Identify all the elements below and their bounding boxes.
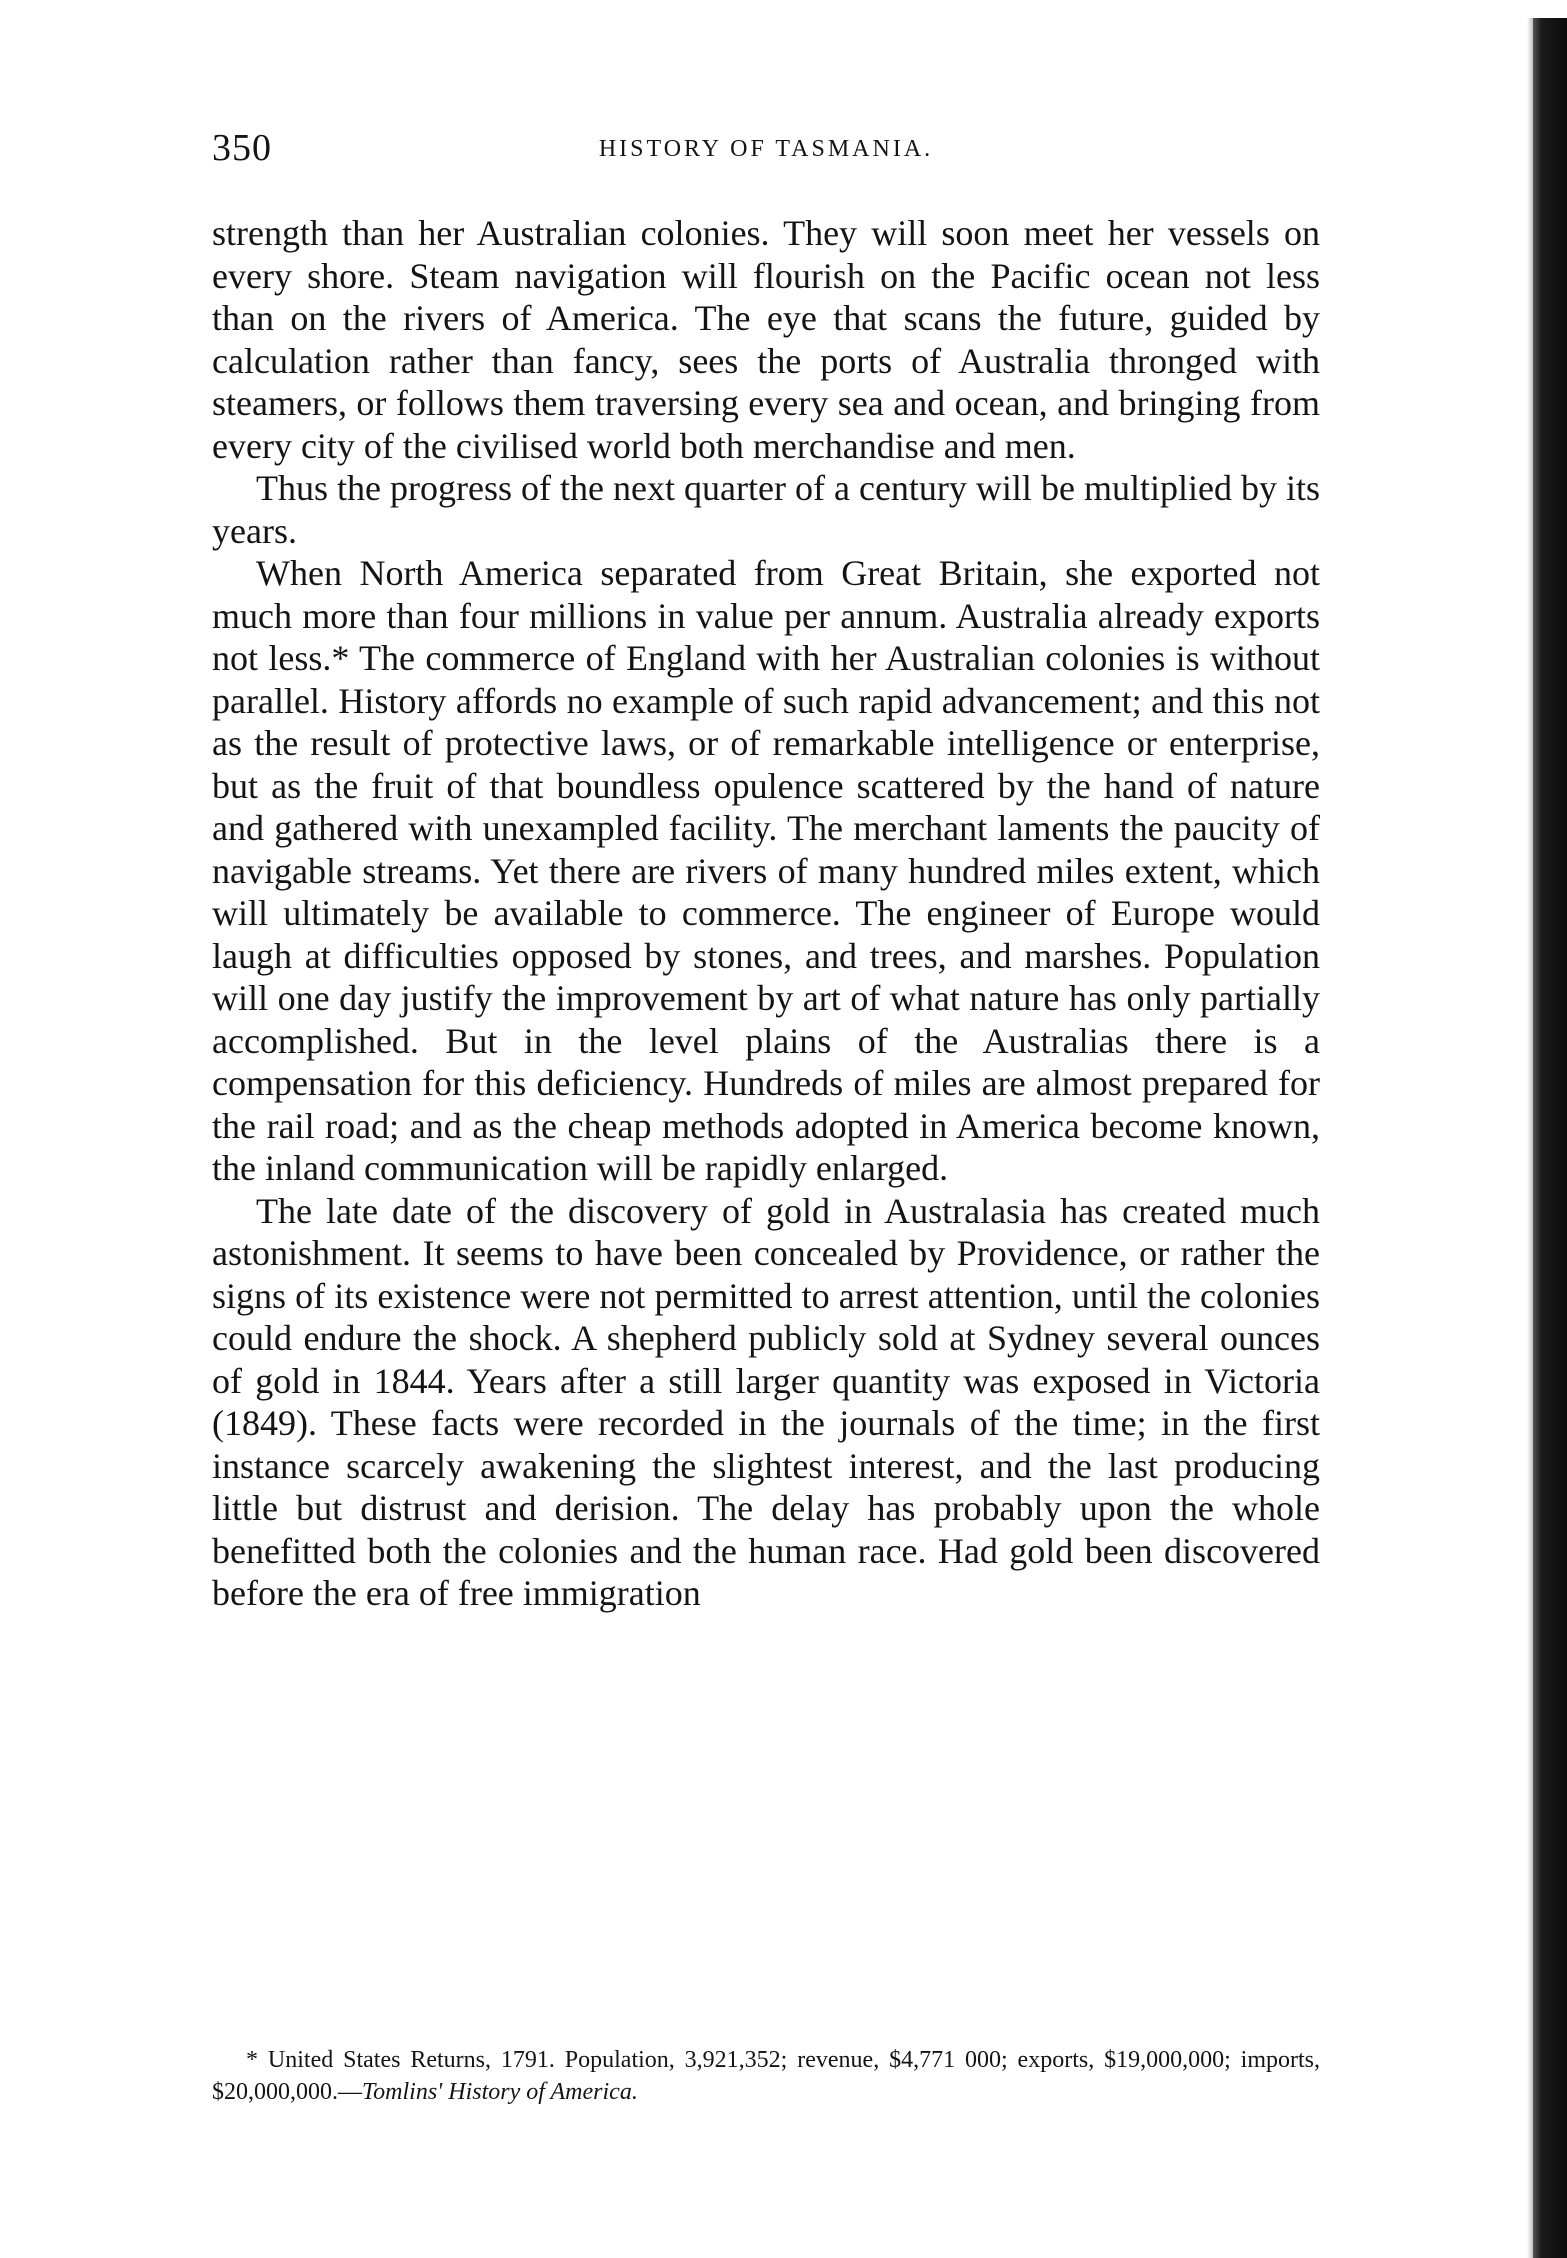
footnote-text (212, 2044, 1320, 2108)
footnote-body: * United States Returns, 1791. Population, 3,921,352; revenue, $4,771 000; exports, $19,000,000; imports, $20,000,000.— (212, 2047, 1320, 2105)
paragraph: The late date of the discovery of gold in Australasia has created much astonishment. It seems to have been concealed by Providence, or rather the signs of its existence were not permitted to arrest attention, until the colonies could endure the shock. A shepherd publicly sold at Sydney several ounces of gold in 1844. Years after a still larger quantity was exposed in Victoria (1849). These facts were recorded in the journals of the time; in the first instance scarcely awakening the slightest interest, and the last producing little but distrust and derision. The delay has probably upon the whole benefitted both the colonies and the human race. Had gold been discovered before the era of free immigration (212, 1190, 1320, 1613)
book-spine (1533, 18, 1567, 2258)
paragraph: When North America separated from Great Britain, she exported not much more than four millions in value per annum. Australia already exports not less.* The commerce of England with her Australian colonies is without parallel. History affords no example of such rapid advancement; and this not as the result of protective laws, or of remarkable intelligence or enterprise, but as the fruit of that boundless opulence scattered by the hand of nature and gathered with unexampled facility. The merchant laments the paucity of navigable streams. Yet there are rivers of many hundred miles extent, which will ultimately be available to commerce. The engineer of Europe would laugh at difficulties opposed by stones, and trees, and marshes. Population will one day justify the improvement by art of what nature has only partially accomplished. But in the level plains of the Australias there is a compensation for this deficiency. Hundreds of miles are almost prepared for the rail road; and as the cheap methods adopted in America become known, the inland communication will be rapidly enlarged. (212, 553, 1320, 1188)
page-header (212, 126, 1320, 186)
paragraph: Thus the progress of the next quarter of a century will be multiplied by its years. (212, 468, 1320, 551)
running-title: HISTORY OF TASMANIA. (598, 136, 934, 162)
body-text (212, 212, 1320, 1615)
page-number: 350 (212, 127, 272, 169)
paragraph: strength than her Australian colonies. They will soon meet her vessels on every shore. Steam navigation will flourish on the Pacific ocean not less than on the rivers of America. The eye that scans the future, guided by calculation rather than fancy, sees the ports of Australia thronged with steamers, or follows them traversing every sea and ocean, and bringing from every city of the civilised world both merchandise and men. (212, 213, 1320, 466)
footnote-source: Tomlins' History of America. (362, 2079, 638, 2105)
footnote (212, 2044, 1320, 2108)
